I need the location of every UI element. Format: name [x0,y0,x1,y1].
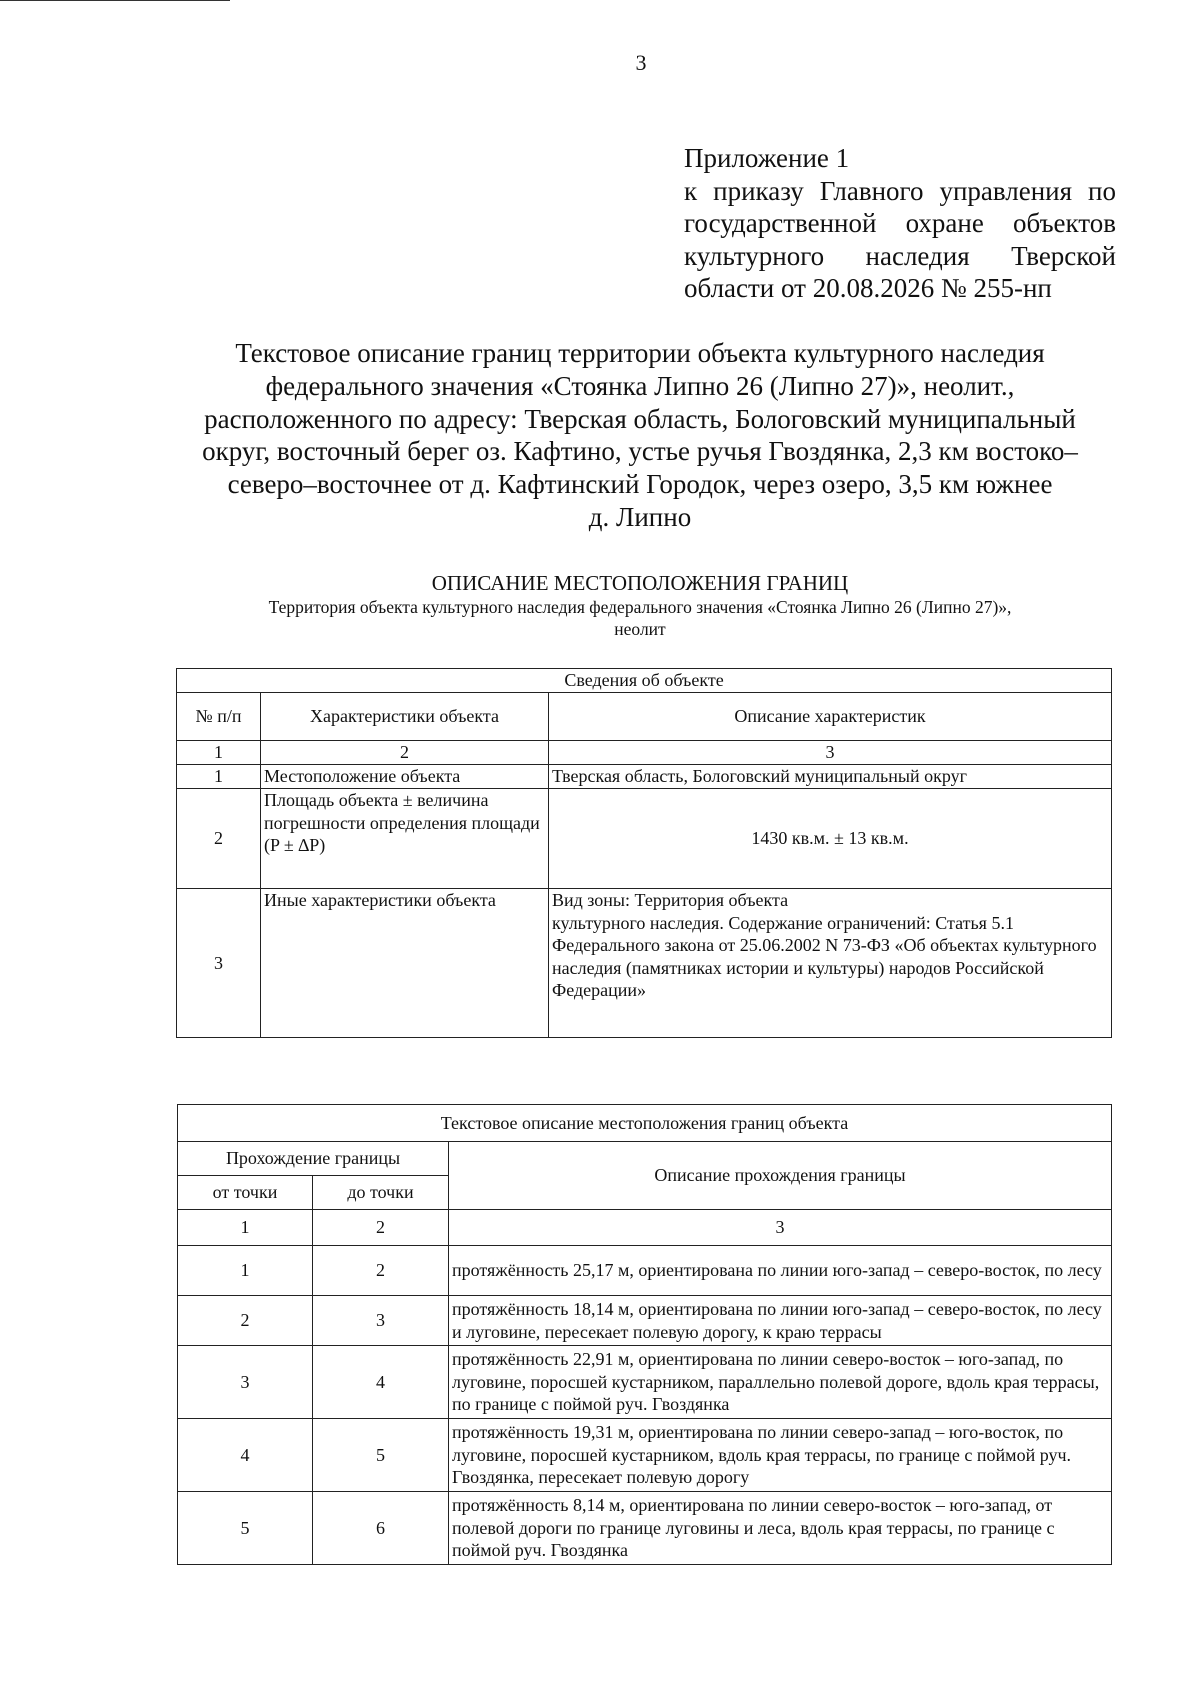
row-to-point: 2 [313,1246,449,1296]
row-description: 1430 кв.м. ± 13 кв.м. [549,789,1112,889]
row-to-point: 5 [313,1419,449,1492]
section-subheading: Территория объекта культурного наследия федерального значения «Стоянка Липно 26 (Липно 27)», [268,597,1012,617]
column-header-description: Описание прохождения границы [449,1142,1112,1210]
row-number: 1 [177,765,261,789]
table-row [178,1296,1112,1346]
row-to-point: 6 [313,1492,449,1565]
column-number: 1 [177,741,261,765]
row-to-point: 4 [313,1346,449,1419]
column-number: 2 [261,741,549,765]
row-description [549,889,1112,1038]
row-description-line: культурного наследия. Содержание ограничений: Статья 5.1 Федерального закона от 25.06.2002 N 73-ФЗ «Об объектах культурного наследия (памятниках истории и культуры) народов Российской Федерации» [552,912,1097,1000]
appendix-line: культурного наследия Тверской [684,240,1116,271]
title-line: д. Липно [588,501,692,532]
row-characteristic: Площадь объекта ± величина погрешности определения площади (P ± ∆P) [261,789,549,889]
column-number: 2 [313,1210,449,1246]
row-description: протяжённость 19,31 м, ориентирована по линии северо-запад – юго-восток, по луговине, поросшей кустарником, вдоль края террасы, по границе с поймой руч. Гвоздянка, пересекает полевую дорогу [449,1419,1112,1492]
table-row [177,765,1112,789]
column-header-to-point: до точки [313,1176,449,1210]
object-info-table [176,668,1112,1038]
table-caption: Текстовое описание местоположения границ объекта [178,1105,1112,1142]
appendix-line: государственной охране объектов [684,208,1116,238]
column-header-from-point: от точки [178,1176,313,1210]
table-row [178,1346,1112,1419]
row-from-point: 1 [178,1246,313,1296]
row-from-point: 4 [178,1419,313,1492]
row-description: протяжённость 18,14 м, ориентирована по линии юго-запад – северо-восток, по лесу и луговине, пересекает полевую дорогу, к краю террасы [449,1296,1112,1346]
row-description: протяжённость 22,91 м, ориентирована по линии северо-восток – юго-запад, по луговине, поросшей кустарником, параллельно полевой дороге, вдоль края террасы, по границе с поймой руч. Гвоздянка [449,1346,1112,1419]
top-rule [0,0,230,1]
section-subheading: неолит [614,619,666,639]
row-number: 3 [177,889,261,1038]
section-heading: ОПИСАНИЕ МЕСТОПОЛОЖЕНИЯ ГРАНИЦ [431,571,849,595]
title-line: северо–восточнее от д. Кафтинский Городок, через озеро, 3,5 км южнее [227,469,1053,500]
page-number: 3 [635,50,647,75]
document-title [150,337,1130,534]
column-header-characteristic: Характеристики объекта [261,693,549,741]
row-from-point: 5 [178,1492,313,1565]
row-characteristic: Местоположение объекта [261,765,549,789]
appendix-line: области от 20.08.2026 № 255-нп [684,273,1052,303]
row-to-point: 3 [313,1296,449,1346]
table-caption: Сведения об объекте [177,669,1112,693]
row-description: протяжённость 8,14 м, ориентирована по линии северо-восток – юго-запад, от полевой дороги по границе луговины и леса, вдоль края террасы, по границе с поймой руч. Гвоздянка [449,1492,1112,1565]
row-from-point: 3 [178,1346,313,1419]
table-row [178,1492,1112,1565]
title-line: Текстовое описание границ территории объекта культурного наследия [235,338,1045,368]
row-from-point: 2 [178,1296,313,1346]
table-row [177,789,1112,889]
column-header-border-passage: Прохождение границы [178,1142,449,1176]
appendix-block [684,142,1116,305]
table-row [178,1419,1112,1492]
column-number: 3 [449,1210,1112,1246]
row-description: протяжённость 25,17 м, ориентирована по линии юго-запад – северо-восток, по лесу [449,1246,1112,1296]
column-header-number: № п/п [177,693,261,741]
row-characteristic: Иные характеристики объекта [261,889,549,1038]
column-number: 3 [549,741,1112,765]
title-line: расположенного по адресу: Тверская область, Бологовский муниципальный [204,403,1076,434]
row-description: Тверская область, Бологовский муниципальный округ [549,765,1112,789]
column-number: 1 [178,1210,313,1246]
title-line: округ, восточный берег оз. Кафтино, устье ручья Гвоздянка, 2,3 км востоко– [202,436,1078,467]
row-description-line: Вид зоны: Территория объекта [552,890,789,910]
table-row [177,889,1112,1038]
border-description-table [177,1104,1112,1565]
row-number: 2 [177,789,261,889]
table-row [178,1246,1112,1296]
title-line: федерального значения «Стоянка Липно 26 (Липно 27)», неолит., [265,370,1015,401]
appendix-line: к приказу Главного управления по [684,175,1116,206]
column-header-description: Описание характеристик [549,693,1112,741]
section-heading-block [150,570,1130,640]
appendix-line: Приложение 1 [684,143,850,173]
